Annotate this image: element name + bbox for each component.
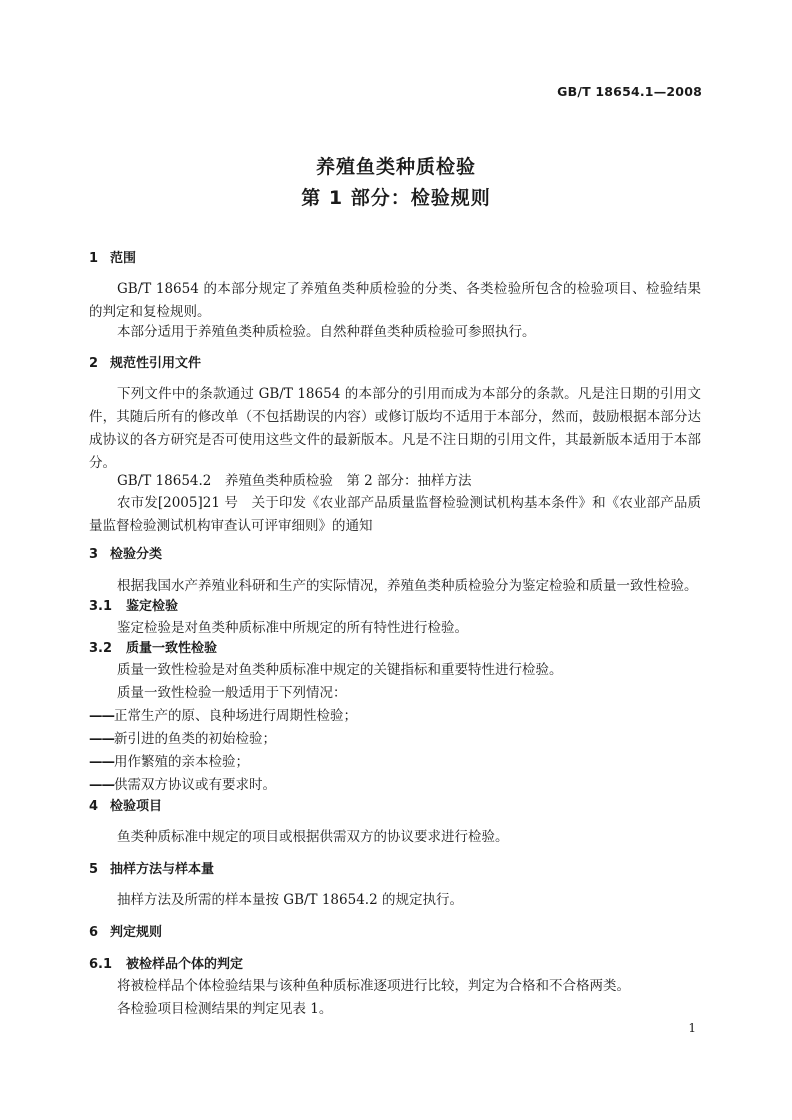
standard-code: GB/T 18654.1—2008 [557,84,702,99]
section-title: 规范性引用文件 [110,356,202,371]
section-title: 鉴定检验 [126,599,179,614]
list-item [89,751,701,774]
page-number: 1 [688,1021,696,1035]
document-title: 养殖鱼类种质检验 [315,156,476,178]
section-3-2-paragraph-2: 质量一致性检验一般适用于下列情况： [117,685,347,701]
list-item [89,728,701,751]
bullet-dash: —— [89,754,114,770]
section-number: 2 [89,356,99,371]
section-1-heading [89,250,136,268]
list-item [89,705,701,728]
bullet-dash: —— [89,708,114,724]
bullet-dash: —— [89,777,114,793]
section-3-heading [89,546,162,564]
section-title: 抽样方法与样本量 [110,862,215,877]
section-6-1-paragraph-2: 各检验项目检测结果的判定见表 1。 [117,1001,333,1017]
section-title: 质量一致性检验 [126,641,218,656]
section-5-heading [89,861,214,879]
section-number: 3.2 [89,641,113,656]
section-3-2-heading [89,640,217,658]
section-number: 3.1 [89,599,113,614]
section-number: 6 [89,925,99,940]
section-2-reference-2: 农市发[2005]21 号 关于印发《农业部产品质量监督检验测试机构基本条件》和《农业部产品质量监督检验测试机构审查认可评审细则》的通知 [89,495,701,534]
section-4-paragraph-1: 鱼类种质标准中规定的项目或根据供需双方的协议要求进行检验。 [117,829,509,845]
section-title: 检验分类 [110,547,163,562]
section-number: 5 [89,862,99,877]
section-1-paragraph-2: 本部分适用于养殖鱼类种质检验。自然种群鱼类种质检验可参照执行。 [117,324,536,340]
list-item [89,774,701,797]
list-item-text: 正常生产的原、良种场进行周期性检验； [114,708,357,724]
document-subtitle: 第 1 部分：检验规则 [301,187,491,209]
list-item-text: 新引进的鱼类的初始检验； [114,731,276,747]
section-2-heading [89,355,201,373]
section-6-1-paragraph-1: 将被检样品个体检验结果与该种鱼种质标准逐项进行比较，判定为合格和不合格两类。 [117,978,630,994]
list-item-text: 供需双方协议或有要求时。 [114,777,276,793]
section-3-paragraph-1: 根据我国水产养殖业科研和生产的实际情况，养殖鱼类种质检验分为鉴定检验和质量一致性检验。 [117,578,698,594]
section-5-paragraph-1: 抽样方法及所需的样本量按 GB/T 18654.2 的规定执行。 [117,892,463,908]
section-number: 1 [89,251,99,266]
section-2-paragraph-1: 下列文件中的条款通过 GB/T 18654 的本部分的引用而成为本部分的条款。凡是注日期的引用文件，其随后所有的修改单（不包括勘误的内容）或修订版均不适用于本部分，然而，鼓励根据本部分达成协议的各方研究是否可使用这些文件的最新版本。凡是不注日期的引用文件，其最新版本适用于本部分。 [89,386,701,471]
section-6-1-heading [89,956,243,974]
bullet-dash: —— [89,731,114,747]
section-3-1-paragraph-1: 鉴定检验是对鱼类种质标准中所规定的所有特性进行检验。 [117,620,468,636]
section-title: 被检样品个体的判定 [126,957,244,972]
section-3-1-heading [89,598,178,616]
section-number: 6.1 [89,957,113,972]
list-item-text: 用作繁殖的亲本检验； [114,754,249,770]
section-4-heading [89,798,162,816]
section-2-reference-1: GB/T 18654.2 养殖鱼类种质检验 第 2 部分：抽样方法 [117,473,472,489]
section-title: 检验项目 [110,799,163,814]
section-6-heading [89,924,162,942]
section-number: 3 [89,547,99,562]
section-3-2-paragraph-1: 质量一致性检验是对鱼类种质标准中规定的关键指标和重要特性进行检验。 [117,662,563,678]
section-title: 判定规则 [110,925,163,940]
section-title: 范围 [110,251,137,266]
section-number: 4 [89,799,99,814]
section-1-paragraph-1: GB/T 18654 的本部分规定了养殖鱼类种质检验的分类、各类检验所包含的检验项目、检验结果的判定和复检规则。 [89,281,701,320]
